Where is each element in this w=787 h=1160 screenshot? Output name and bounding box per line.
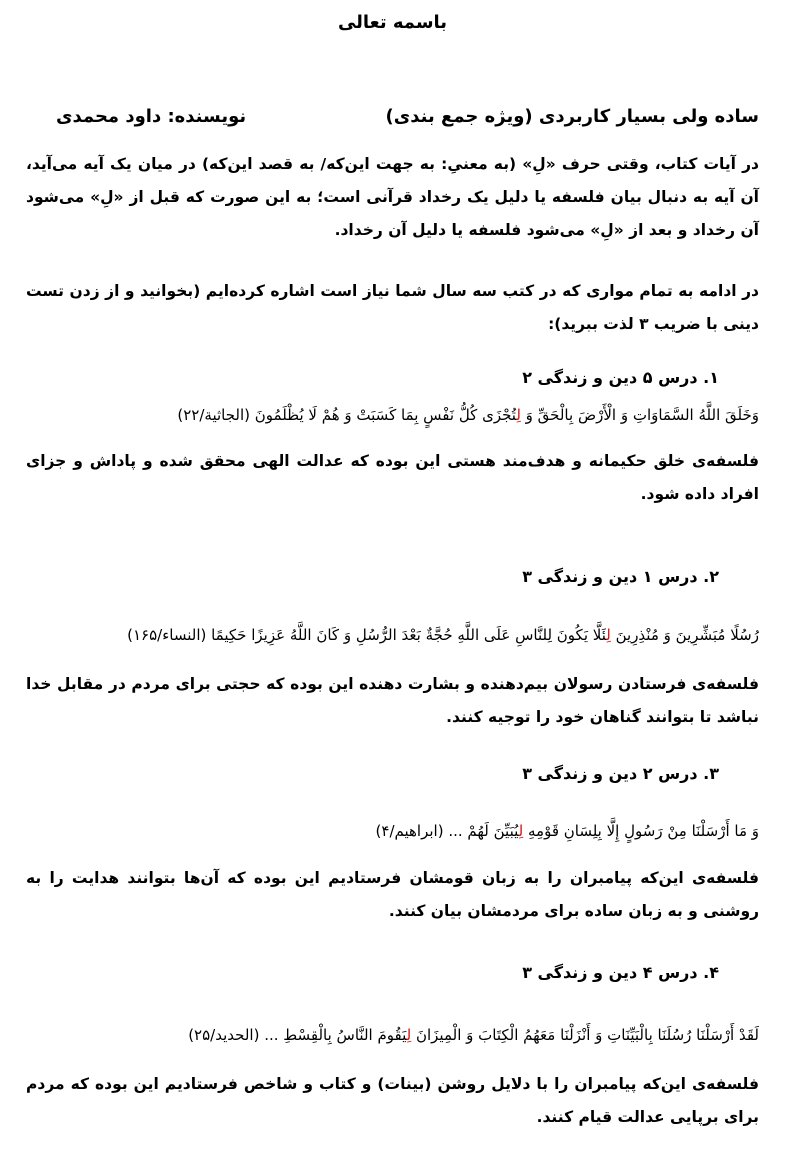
intro-paragraph-2: در ادامه به تمام مواری که در کتب سه سال شما نیاز است اشاره کرده‌ایم (بخوانید و از زدن تست دینی با ضریب ۳ لذت ببرید): bbox=[26, 282, 759, 333]
verse-1-before: وَخَلَقَ اللَّهُ السَّمَاوَاتِ وَ الْأَرْضَ بِالْحَقِّ وَ bbox=[520, 406, 759, 424]
document-header bbox=[26, 106, 759, 127]
verse-3 bbox=[26, 816, 759, 846]
verse-3-before: وَ مَا أَرْسَلْنَا مِنْ رَسُولٍ إِلَّا بِلِسَانِ قَوْمِهِ bbox=[523, 822, 759, 840]
verse-3-after: يُبَيِّنَ لَهُمْ ... (ابراهیم/۴) bbox=[375, 822, 519, 840]
verse-4-highlight: لِ bbox=[406, 1026, 412, 1044]
verse-3-highlight: لِ bbox=[518, 822, 524, 840]
explanation-1: فلسفه‌ی خلق حکیمانه و هدف‌مند هستی این بوده که عدالت الهی محقق شده و پاداش و جزای افراد داده شود. bbox=[26, 452, 759, 503]
explanation-4: فلسفه‌ی این‌که پیامبران را با دلایل روشن (بینات) و کتاب و شاخص فرستادیم این بوده که مردم برای برپایی عدالت قیام کنند. bbox=[26, 1075, 759, 1126]
intro-paragraph-1: در آیات کتاب، وقتی حرف «لِ» (به معنیِ: به جهت این‌که/ به قصد این‌که) در میان یک آیه می‌آید، آن آیه به دنبال بیان فلسفه یا دلیل یک رخداد قرآنی است؛ به این صورت که قبل از «لِ» می‌شود آن رخداد و بعد از «لِ» می‌شود فلسفه یا دلیل آن رخداد. bbox=[26, 155, 759, 239]
section-heading-3: ۳. درس ۲ دین و زندگی ۳ bbox=[522, 764, 719, 783]
verse-4-after: يَقُومَ النَّاسُ بِالْقِسْطِ ... (الحدید/۲۵) bbox=[188, 1026, 407, 1044]
verse-4-before: لَقَدْ أَرْسَلْنَا رُسُلَنَا بِالْبَيِّنَاتِ وَ أَنْزَلْنَا مَعَهُمُ الْكِتَابَ وَ الْمِيزَانَ bbox=[411, 1026, 759, 1044]
author: نویسنده: داود محمدی bbox=[56, 106, 247, 127]
section-heading-4: ۴. درس ۴ دین و زندگی ۳ bbox=[522, 963, 719, 982]
verse-4 bbox=[26, 1020, 759, 1050]
explanation-3: فلسفه‌ی این‌که پیامبران را به زبان قومشان فرستادیم این بوده که آن‌ها بتوانند هدایت را به روشنی و به زبان ساده برای مردمشان بیان کنند. bbox=[26, 869, 759, 920]
verse-2 bbox=[26, 620, 759, 650]
section-heading-2: ۲. درس ۱ دین و زندگی ۳ bbox=[522, 567, 719, 586]
verse-1-highlight: لِ bbox=[516, 406, 521, 424]
verse-1-after: تُجْزَى كُلُّ نَفْسٍ بِمَا كَسَبَتْ وَ هُمْ لَا يُظْلَمُونَ (الجاثیة/۲۲) bbox=[177, 406, 517, 424]
verse-2-after: ئَلَّا يَكُونَ لِلنَّاسِ عَلَى اللَّهِ حُجَّةٌ بَعْدَ الرُّسُلِ وَ كَانَ اللَّهُ عَزِيزًا حَكِيمًا (النساء/۱۶۵) bbox=[127, 626, 607, 644]
verse-2-highlight: لِ bbox=[606, 626, 611, 644]
subtitle: ساده ولی بسیار کاربردی (ویژه جمع بندی) bbox=[385, 106, 759, 127]
verse-2-before: رُسُلًا مُبَشِّرِينَ وَ مُنْذِرِينَ bbox=[610, 626, 759, 644]
section-heading-1: ۱. درس ۵ دین و زندگی ۲ bbox=[522, 368, 719, 387]
verse-1 bbox=[26, 400, 759, 430]
page-title: باسمه تعالی bbox=[337, 12, 448, 33]
explanation-2: فلسفه‌ی فرستادن رسولان بیم‌دهنده و بشارت دهنده این بوده که حجتی برای مردم در مقابل خدا نباشد تا بتوانند گناهان خود را توجیه کنند. bbox=[26, 675, 759, 726]
